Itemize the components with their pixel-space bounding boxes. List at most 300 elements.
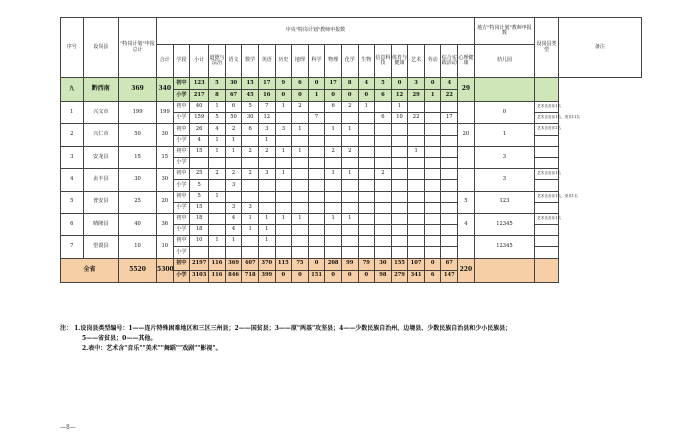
note-line-1: 注： 1.设岗县类型编号：1——连片特殊困难地区和三区三州县；2——国贫县；3——原"两基"攻坚县；4——少数民族自治州、边境县、少数民族自治县和少小民族县； bbox=[60, 325, 512, 332]
row-total: 369 bbox=[119, 78, 157, 102]
data-cell: 9 bbox=[275, 78, 292, 90]
data-cell bbox=[424, 113, 441, 124]
data-cell: 2 bbox=[325, 146, 342, 157]
data-cell bbox=[325, 225, 342, 236]
data-cell bbox=[391, 213, 408, 224]
row-note bbox=[535, 258, 559, 282]
data-cell bbox=[408, 135, 425, 146]
header-sum: 合计 bbox=[157, 45, 174, 78]
data-cell: 5 bbox=[190, 191, 209, 202]
row-sum: 15 bbox=[157, 146, 174, 168]
data-cell: 40 bbox=[190, 102, 209, 113]
header-stage: 学段 bbox=[173, 45, 190, 78]
data-cell bbox=[275, 202, 292, 213]
data-cell: 147 bbox=[441, 270, 458, 282]
row-note: 艺术含音乐1名 bbox=[535, 124, 559, 135]
data-cell: 4 bbox=[225, 213, 242, 224]
data-cell: 7 bbox=[258, 102, 275, 113]
row-seq: 1 bbox=[61, 102, 84, 124]
data-cell bbox=[375, 180, 392, 191]
data-cell: 2 bbox=[258, 146, 275, 157]
data-cell: 6 bbox=[424, 270, 441, 282]
data-cell: 115 bbox=[275, 258, 292, 270]
header-subject: 科学 bbox=[308, 45, 325, 78]
row-kindergarten bbox=[458, 169, 475, 191]
data-cell: 0 bbox=[358, 270, 375, 282]
page-number: —8— bbox=[60, 424, 76, 431]
data-cell bbox=[225, 247, 242, 258]
data-cell bbox=[292, 113, 309, 124]
data-cell: 0 bbox=[308, 258, 325, 270]
row-note bbox=[535, 225, 559, 236]
data-cell bbox=[441, 146, 458, 157]
row-stage: 初中 bbox=[173, 213, 190, 224]
data-cell bbox=[242, 180, 259, 191]
data-cell bbox=[408, 124, 425, 135]
data-cell bbox=[358, 124, 375, 135]
data-cell bbox=[341, 236, 358, 247]
data-cell bbox=[391, 146, 408, 157]
row-county-type bbox=[474, 258, 534, 282]
data-cell bbox=[341, 191, 358, 202]
row-kindergarten bbox=[458, 102, 475, 124]
data-cell bbox=[358, 225, 375, 236]
row-seq: 7 bbox=[61, 236, 84, 258]
data-cell: 1 bbox=[225, 135, 242, 146]
data-cell bbox=[292, 225, 309, 236]
data-cell: 846 bbox=[225, 270, 242, 282]
data-cell bbox=[275, 225, 292, 236]
data-cell: 0 bbox=[292, 90, 309, 102]
data-cell: 2 bbox=[242, 146, 259, 157]
data-cell bbox=[375, 135, 392, 146]
data-cell: 341 bbox=[408, 270, 425, 282]
row-kindergarten bbox=[458, 236, 475, 258]
data-cell: 8 bbox=[341, 78, 358, 90]
row-stage: 小学 bbox=[173, 270, 190, 282]
row-note bbox=[535, 146, 559, 157]
data-cell: 2 bbox=[292, 102, 309, 113]
row-note: 艺术含音乐1名 bbox=[535, 169, 559, 180]
data-cell: 5 bbox=[375, 78, 392, 90]
data-cell bbox=[242, 236, 259, 247]
table-row bbox=[61, 78, 642, 90]
row-county-name: 晴隆县 bbox=[83, 213, 119, 235]
header-subject: 信息科技 bbox=[375, 45, 392, 78]
data-cell bbox=[424, 202, 441, 213]
row-seq: 2 bbox=[61, 124, 84, 146]
data-cell: 6 bbox=[325, 102, 342, 113]
data-cell: 0 bbox=[325, 270, 342, 282]
data-cell: 2 bbox=[341, 146, 358, 157]
data-cell: 1 bbox=[292, 213, 309, 224]
row-county-type: 3 bbox=[474, 169, 534, 191]
data-cell: 1 bbox=[242, 213, 259, 224]
data-cell: 0 bbox=[325, 90, 342, 102]
row-sum: 36 bbox=[157, 213, 174, 235]
data-cell: 2197 bbox=[190, 258, 209, 270]
data-cell bbox=[424, 157, 441, 168]
row-kindergarten: 220 bbox=[458, 258, 475, 282]
data-cell bbox=[441, 124, 458, 135]
data-cell bbox=[441, 247, 458, 258]
data-cell: 1 bbox=[258, 225, 275, 236]
header-county-type: 设岗县类型 bbox=[535, 18, 559, 78]
data-cell: 1 bbox=[391, 102, 408, 113]
data-cell bbox=[391, 236, 408, 247]
row-sum: 20 bbox=[157, 191, 174, 213]
data-cell bbox=[441, 213, 458, 224]
data-cell: 15 bbox=[190, 146, 209, 157]
data-cell bbox=[341, 225, 358, 236]
data-cell bbox=[258, 202, 275, 213]
row-note bbox=[535, 202, 559, 213]
teacher-application-table bbox=[60, 17, 642, 283]
data-cell bbox=[292, 202, 309, 213]
data-cell bbox=[325, 113, 342, 124]
header-subject: 心理健康 bbox=[458, 45, 475, 78]
data-cell bbox=[424, 236, 441, 247]
data-cell: 2 bbox=[225, 169, 242, 180]
header-subject: 劳动 bbox=[424, 45, 441, 78]
data-cell bbox=[292, 236, 309, 247]
row-seq: 3 bbox=[61, 146, 84, 168]
data-cell: 4 bbox=[441, 78, 458, 90]
data-cell bbox=[341, 202, 358, 213]
header-subject: 语文 bbox=[225, 45, 242, 78]
data-cell bbox=[375, 202, 392, 213]
row-total: 15 bbox=[119, 146, 157, 168]
data-cell: 279 bbox=[391, 270, 408, 282]
row-stage: 小学 bbox=[173, 135, 190, 146]
row-sum: 10 bbox=[157, 236, 174, 258]
data-cell bbox=[292, 247, 309, 258]
header-special-total: "特岗计划"申报总计 bbox=[119, 18, 157, 78]
data-cell: 1 bbox=[292, 124, 309, 135]
data-cell bbox=[375, 124, 392, 135]
row-county-name: 安龙县 bbox=[83, 146, 119, 168]
data-cell: 50 bbox=[225, 113, 242, 124]
data-cell: 3103 bbox=[190, 270, 209, 282]
data-cell: 3 bbox=[275, 124, 292, 135]
row-stage: 小学 bbox=[173, 157, 190, 168]
row-sum: 340 bbox=[157, 78, 174, 102]
data-cell: 407 bbox=[242, 258, 259, 270]
data-cell: 1 bbox=[258, 135, 275, 146]
data-cell: 0 bbox=[358, 90, 375, 102]
data-cell: 1 bbox=[275, 102, 292, 113]
data-cell: 1 bbox=[258, 236, 275, 247]
row-county-type: 1 bbox=[474, 124, 534, 146]
data-cell bbox=[391, 247, 408, 258]
data-cell: 2 bbox=[209, 169, 226, 180]
data-cell bbox=[242, 135, 259, 146]
data-cell bbox=[258, 180, 275, 191]
notes bbox=[60, 324, 660, 354]
data-cell bbox=[225, 157, 242, 168]
data-cell: 0 bbox=[341, 270, 358, 282]
data-cell bbox=[441, 191, 458, 202]
data-cell bbox=[358, 146, 375, 157]
data-cell bbox=[358, 191, 375, 202]
data-cell: 1 bbox=[325, 124, 342, 135]
data-cell bbox=[275, 191, 292, 202]
data-cell: 369 bbox=[225, 258, 242, 270]
data-cell: 1 bbox=[358, 102, 375, 113]
table-row bbox=[61, 102, 642, 113]
data-cell bbox=[275, 236, 292, 247]
data-cell bbox=[225, 191, 242, 202]
data-cell bbox=[308, 169, 325, 180]
data-cell: 208 bbox=[325, 258, 342, 270]
header-subject: 生物 bbox=[358, 45, 375, 78]
data-cell bbox=[242, 157, 259, 168]
data-cell: 1 bbox=[209, 236, 226, 247]
data-cell bbox=[209, 157, 226, 168]
data-cell bbox=[441, 157, 458, 168]
data-cell bbox=[275, 113, 292, 124]
row-county-type bbox=[474, 78, 534, 102]
data-cell: 4 bbox=[190, 135, 209, 146]
row-note bbox=[535, 236, 559, 247]
data-cell bbox=[358, 180, 375, 191]
data-cell bbox=[441, 202, 458, 213]
row-sum: 5300 bbox=[157, 258, 174, 282]
row-county-type: 0 bbox=[474, 102, 534, 124]
row-stage: 初中 bbox=[173, 78, 190, 90]
data-cell bbox=[209, 180, 226, 191]
header-subject: 化学 bbox=[341, 45, 358, 78]
data-cell: 25 bbox=[190, 169, 209, 180]
data-cell bbox=[391, 157, 408, 168]
data-cell bbox=[308, 146, 325, 157]
header-subject: 体育与健康 bbox=[391, 45, 408, 78]
data-cell: 1 bbox=[424, 90, 441, 102]
row-note: 艺术含音乐1名 bbox=[535, 102, 559, 113]
data-cell bbox=[209, 247, 226, 258]
row-total: 10 bbox=[119, 236, 157, 258]
data-cell bbox=[424, 247, 441, 258]
row-sum: 30 bbox=[157, 169, 174, 191]
header-kindergarten: 幼儿园 bbox=[474, 45, 534, 78]
data-cell bbox=[375, 247, 392, 258]
data-cell bbox=[358, 113, 375, 124]
data-cell bbox=[375, 213, 392, 224]
data-cell bbox=[408, 213, 425, 224]
data-cell bbox=[424, 146, 441, 157]
row-seq: 6 bbox=[61, 213, 84, 235]
data-cell: 6 bbox=[375, 90, 392, 102]
data-cell: 1 bbox=[209, 146, 226, 157]
data-cell: 3 bbox=[258, 124, 275, 135]
data-cell: 10 bbox=[391, 113, 408, 124]
data-cell: 2 bbox=[242, 169, 259, 180]
row-stage: 初中 bbox=[173, 124, 190, 135]
data-cell bbox=[408, 102, 425, 113]
data-cell bbox=[391, 135, 408, 146]
data-cell: 29 bbox=[408, 90, 425, 102]
data-cell: 18 bbox=[190, 225, 209, 236]
row-kindergarten: 4 bbox=[458, 213, 475, 235]
row-seq: 4 bbox=[61, 169, 84, 191]
data-cell: 3 bbox=[242, 202, 259, 213]
row-total: 5520 bbox=[119, 258, 157, 282]
data-cell: 217 bbox=[190, 90, 209, 102]
data-cell bbox=[308, 191, 325, 202]
data-cell bbox=[325, 135, 342, 146]
data-cell: 75 bbox=[292, 258, 309, 270]
data-cell bbox=[292, 180, 309, 191]
header-subject: 道德与法治 bbox=[209, 45, 226, 78]
data-cell: 123 bbox=[190, 78, 209, 90]
data-cell: 399 bbox=[258, 270, 275, 282]
data-cell bbox=[408, 169, 425, 180]
data-cell bbox=[408, 157, 425, 168]
header-subtotal: 小计 bbox=[190, 45, 209, 78]
data-cell bbox=[424, 180, 441, 191]
row-stage: 小学 bbox=[173, 225, 190, 236]
header-seq: 序号 bbox=[61, 18, 84, 78]
data-cell: 2 bbox=[341, 102, 358, 113]
data-cell: 5 bbox=[209, 113, 226, 124]
data-cell: 0 bbox=[275, 270, 292, 282]
data-cell: 99 bbox=[341, 258, 358, 270]
data-cell bbox=[391, 202, 408, 213]
data-cell bbox=[391, 191, 408, 202]
table-row bbox=[61, 236, 642, 247]
data-cell bbox=[308, 202, 325, 213]
data-cell: 79 bbox=[358, 258, 375, 270]
row-stage: 小学 bbox=[173, 180, 190, 191]
data-cell bbox=[358, 157, 375, 168]
data-cell bbox=[308, 180, 325, 191]
data-cell bbox=[424, 225, 441, 236]
data-cell bbox=[391, 124, 408, 135]
row-seq: 九 bbox=[61, 78, 84, 102]
data-cell: 6 bbox=[292, 78, 309, 90]
data-cell bbox=[358, 202, 375, 213]
row-total: 199 bbox=[119, 102, 157, 124]
row-total: 40 bbox=[119, 213, 157, 235]
row-note bbox=[535, 78, 559, 102]
data-cell: 22 bbox=[408, 113, 425, 124]
data-cell bbox=[441, 180, 458, 191]
data-cell bbox=[242, 191, 259, 202]
data-cell bbox=[408, 180, 425, 191]
data-cell: 5 bbox=[190, 180, 209, 191]
row-note: 艺术含音乐1名 bbox=[535, 213, 559, 224]
data-cell bbox=[358, 247, 375, 258]
header-local-title: 地方"特岗计划"教师申报数 bbox=[474, 18, 534, 45]
data-cell bbox=[391, 180, 408, 191]
data-cell bbox=[275, 135, 292, 146]
data-cell: 18 bbox=[190, 213, 209, 224]
row-kindergarten: 5 bbox=[458, 191, 475, 213]
data-cell bbox=[308, 236, 325, 247]
row-stage: 小学 bbox=[173, 90, 190, 102]
row-kindergarten: 20 bbox=[458, 124, 475, 146]
data-cell bbox=[375, 102, 392, 113]
table-row bbox=[61, 169, 642, 180]
header-remarks: 备注 bbox=[558, 18, 641, 78]
data-cell bbox=[258, 191, 275, 202]
row-county-name: 兴仁市 bbox=[83, 124, 119, 146]
data-cell bbox=[190, 247, 209, 258]
data-cell: 0 bbox=[424, 258, 441, 270]
table-row bbox=[61, 191, 642, 202]
data-cell bbox=[325, 247, 342, 258]
data-cell bbox=[424, 135, 441, 146]
data-cell: 1 bbox=[325, 213, 342, 224]
row-note: 艺术含音乐1名，美术1名 bbox=[535, 191, 559, 202]
data-cell bbox=[375, 157, 392, 168]
data-cell: 0 bbox=[424, 78, 441, 90]
data-cell: 1 bbox=[209, 135, 226, 146]
data-cell: 67 bbox=[441, 258, 458, 270]
data-cell: 45 bbox=[242, 90, 259, 102]
data-cell: 116 bbox=[209, 270, 226, 282]
data-cell: 1 bbox=[308, 90, 325, 102]
data-cell: 1 bbox=[209, 191, 226, 202]
data-cell bbox=[308, 135, 325, 146]
row-kindergarten bbox=[458, 146, 475, 168]
data-cell: 7 bbox=[308, 113, 325, 124]
row-county-name: 贞丰县 bbox=[83, 169, 119, 191]
data-cell: 159 bbox=[190, 113, 209, 124]
row-seq: 5 bbox=[61, 191, 84, 213]
data-cell bbox=[325, 202, 342, 213]
data-cell bbox=[209, 225, 226, 236]
data-cell: 5 bbox=[209, 78, 226, 90]
note-line-3: 2.表中：艺术含"音乐""美术""舞蹈""戏剧""影视"。 bbox=[82, 345, 222, 352]
data-cell: 1 bbox=[225, 236, 242, 247]
data-cell bbox=[308, 247, 325, 258]
data-cell: 12 bbox=[391, 90, 408, 102]
data-cell: 1 bbox=[341, 169, 358, 180]
note-line-2: 5——省贫县；0——其他。 bbox=[82, 335, 157, 342]
data-cell: 30 bbox=[242, 113, 259, 124]
data-cell bbox=[408, 247, 425, 258]
data-cell: 17 bbox=[325, 78, 342, 90]
data-cell bbox=[258, 247, 275, 258]
table-row bbox=[61, 258, 642, 270]
data-cell: 26 bbox=[190, 124, 209, 135]
row-note bbox=[535, 180, 559, 191]
row-county-type: 12345 bbox=[474, 236, 534, 258]
data-cell: 0 bbox=[292, 270, 309, 282]
data-cell bbox=[408, 191, 425, 202]
row-note bbox=[535, 157, 559, 168]
data-cell bbox=[375, 225, 392, 236]
data-cell: 1 bbox=[258, 213, 275, 224]
data-cell: 98 bbox=[375, 270, 392, 282]
row-sum: 30 bbox=[157, 124, 174, 146]
data-cell bbox=[325, 180, 342, 191]
header-subject: 地理 bbox=[292, 45, 309, 78]
data-cell bbox=[375, 191, 392, 202]
data-cell: 3 bbox=[225, 202, 242, 213]
row-stage: 初中 bbox=[173, 236, 190, 247]
data-cell: 15 bbox=[190, 202, 209, 213]
data-cell: 370 bbox=[258, 258, 275, 270]
data-cell bbox=[341, 247, 358, 258]
data-cell: 155 bbox=[391, 258, 408, 270]
data-cell: 1 bbox=[242, 225, 259, 236]
data-cell: 30 bbox=[225, 78, 242, 90]
data-cell bbox=[292, 135, 309, 146]
data-cell bbox=[275, 157, 292, 168]
data-cell: 6 bbox=[375, 113, 392, 124]
